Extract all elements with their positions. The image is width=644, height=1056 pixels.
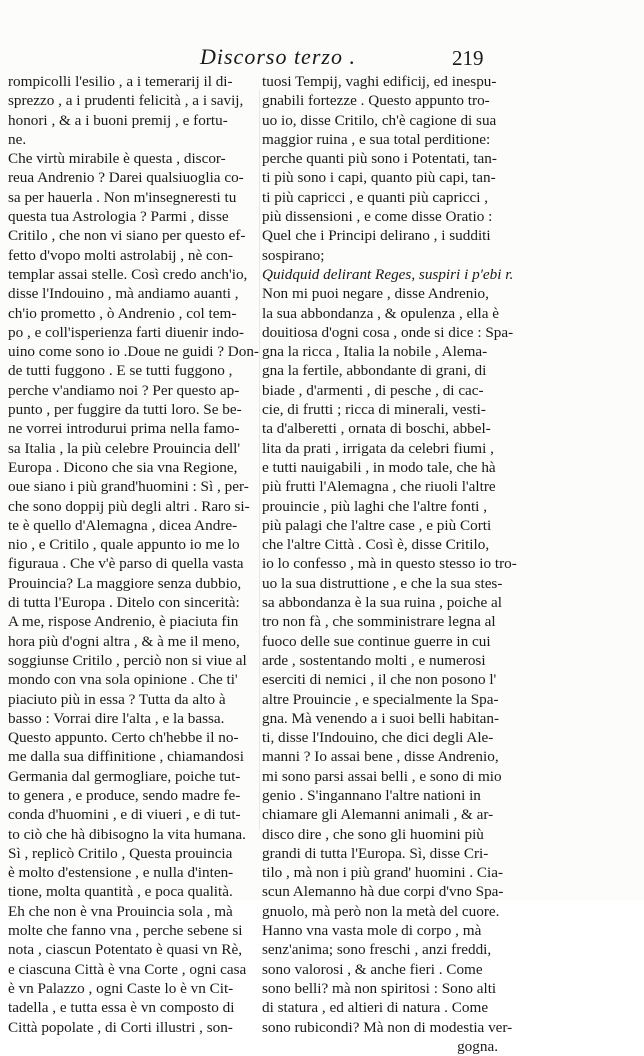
text-line: e tutti nauigabili , in modo tale, che hà bbox=[262, 458, 496, 476]
text-line: douitiosa d'ogni cosa , onde si dice : Spa- bbox=[262, 323, 514, 341]
page-header bbox=[0, 44, 644, 74]
text-line: è molto d'estensione , e nulla d'inten- bbox=[8, 864, 234, 882]
text-line: sa abbondanza è la sua ruina , poiche al bbox=[262, 594, 502, 612]
text-line: fuoco delle sue continue guerre in cui bbox=[262, 632, 491, 650]
text-line: genio . S'ingannano l'altre nationi in bbox=[262, 786, 481, 804]
text-line: arde , sostentando molti , e numerosi bbox=[262, 651, 486, 669]
text-line: te è quello d'Alemagna , dicea Andre- bbox=[8, 516, 238, 534]
text-line: nio , e Critilo , quale appunto io me lo bbox=[8, 536, 240, 554]
text-line: manni ? Io assai bene , disse Andrenio, bbox=[262, 748, 499, 766]
left-column bbox=[8, 72, 258, 1037]
text-line: sospirano; bbox=[262, 246, 325, 264]
text-line: punto , per fuggire da tutti loro. Se be- bbox=[8, 401, 242, 419]
text-line: di tutta l'Europa . Ditelo con sincerità: bbox=[8, 594, 240, 612]
text-line: senz'anima; sono freschi , anzi freddi, bbox=[262, 941, 492, 959]
column-gutter bbox=[259, 90, 260, 830]
text-line: lita da prati , irrigata da celebri fiumi , bbox=[262, 439, 494, 457]
text-line: sa per hauerla . Non m'insegneresti tu bbox=[8, 188, 237, 206]
text-line: A me, rispose Andrenio, è piaciuta fin bbox=[8, 613, 239, 631]
text-line: uino come sono io .Doue ne guidi ? Don- bbox=[8, 343, 259, 361]
text-line: sono valorosi , & anche fieri . Come bbox=[262, 960, 483, 978]
text-line: tione, molta quantità , e poca qualità. bbox=[8, 883, 233, 901]
text-line: Quel che i Principi delirano , i sudditi bbox=[262, 227, 491, 245]
text-line: gnabili fortezze . Questo appunto tro- bbox=[262, 92, 490, 110]
text-line: Non mi puoi negare , disse Andrenio, bbox=[262, 285, 489, 303]
text-line: Germania dal germogliare, poiche tut- bbox=[8, 767, 241, 785]
text-line: Eh che non è vna Prouincia sola , mà bbox=[8, 902, 233, 920]
text-line: tilo , mà non i più grand' huomini . Cia- bbox=[262, 864, 504, 882]
text-line: grandi di tutta l'Europa. Sì, disse Cri- bbox=[262, 844, 489, 862]
text-line: ta d'alberetti , ornata di boschi, abbel- bbox=[262, 420, 491, 438]
text-line: tuosi Tempij, vaghi edificij, ed inespu- bbox=[262, 73, 497, 90]
right-column bbox=[262, 72, 517, 1056]
text-line: Quidquid delirant Reges, suspiri i p'ebi r. bbox=[262, 265, 514, 283]
text-line: reua Andrenio ? Darei qualsiuoglia co- bbox=[8, 169, 244, 187]
text-line: gogna. bbox=[457, 1037, 498, 1055]
text-line: chiamare gli Alemanni animali , & ar- bbox=[262, 806, 494, 824]
text-line: Europa . Dicono che sia vna Regione, bbox=[8, 458, 238, 476]
text-line: Che virtù mirabile è questa , discor- bbox=[8, 150, 226, 168]
text-line: più palagi che l'altre case , e più Corti bbox=[262, 516, 492, 534]
text-line: rompicolli l'esilio , a i temerarij il di- bbox=[8, 73, 233, 90]
text-line: me dalla sua diffinitione , chiamandosi bbox=[8, 748, 244, 766]
text-line: uo io, disse Critilo, ch'è cagione di sua bbox=[262, 111, 497, 129]
text-line: Città popolate , di Corti illustri , son- bbox=[8, 1018, 233, 1036]
text-line: scun Alemanno hà due corpi d'vno Spa- bbox=[262, 883, 504, 901]
text-line: uo la sua distruttione , e che la sua stes- bbox=[262, 574, 503, 592]
text-line: nota , ciascun Potentato è quasi vn Rè, bbox=[8, 941, 243, 959]
page-number: 219 bbox=[452, 46, 484, 70]
text-line: disco dire , che sono gli huomini più bbox=[262, 825, 484, 843]
text-line: più frutti l'Alemagna , che riuoli l'altre bbox=[262, 478, 496, 496]
text-line: questa tua Astrologia ? Parmi , disse bbox=[8, 208, 229, 226]
text-line: ti più sono i capi, quanto più capi, tan- bbox=[262, 169, 496, 187]
text-line: Questo appunto. Certo ch'hebbe il no- bbox=[8, 729, 239, 747]
text-line: ti più capricci , e quanti più capricci , bbox=[262, 188, 489, 206]
text-line: io lo confesso , mà in questo stesso io tro- bbox=[262, 555, 517, 573]
text-line: gna la fertile, abbondante di grani, di bbox=[262, 362, 487, 380]
running-head: Discorso terzo . bbox=[200, 44, 356, 69]
text-line: gna la ricca , Italia la nobile , Alema- bbox=[262, 343, 488, 361]
text-line: prouincie , più laghi che l'altre fonti , bbox=[262, 497, 487, 515]
text-line: soggiunse Critilo , perciò non si viue al bbox=[8, 651, 247, 669]
text-line: sprezzo , a i prudenti felicità , a i savij, bbox=[8, 92, 244, 110]
text-line: gnuolo, mà però non la metà del cuore. bbox=[262, 902, 500, 920]
text-line: fetto d'vopo molti astrolabij , nè con- bbox=[8, 246, 234, 264]
text-line: molte che fanno vna , perche sebene si bbox=[8, 922, 243, 940]
text-line: più dissensioni , e come disse Oratio : bbox=[262, 208, 493, 226]
text-line: e ciascuna Città è vna Corte , ogni casa bbox=[8, 960, 247, 978]
text-line: po , e coll'isperienza farti diuenir indo- bbox=[8, 323, 244, 341]
text-line: sono rubicondi? Mà non di modestia ver- bbox=[262, 1018, 513, 1036]
text-line: perche v'andiamo noi ? Per questo ap- bbox=[8, 381, 240, 399]
text-line: perche quanti più sono i Potentati, tan- bbox=[262, 150, 497, 168]
text-line: to ciò che hà dibisogno la vita humana. bbox=[8, 825, 246, 843]
text-line: Sì , replicò Critilo , Questa prouincia bbox=[8, 844, 233, 862]
text-line: de tutti fuggono . E se tutti fuggono , bbox=[8, 362, 233, 380]
text-line: basso : Vorrai dire l'alta , e la bassa. bbox=[8, 709, 225, 727]
text-line: oue siano i più grand'huomini : Sì , per- bbox=[8, 478, 249, 496]
text-line: templar assai stelle. Così credo anch'io, bbox=[8, 265, 248, 283]
text-line: to genera , e produce, sendo madre fe- bbox=[8, 786, 241, 804]
text-line: figuraua . Che v'è parso di quella vasta bbox=[8, 555, 244, 573]
text-line: che sono doppij più degli altri . Raro si- bbox=[8, 497, 250, 515]
text-line: cie, di frutti ; ricca di minerali, vesti- bbox=[262, 401, 486, 419]
text-line: la sua abbondanza , & opulenza , ella è bbox=[262, 304, 499, 322]
text-line: ch'io prometto , ò Andrenio , col tem- bbox=[8, 304, 237, 322]
text-line: sa Italia , la più celebre Prouincia dell' bbox=[8, 439, 241, 457]
text-line: ne vorrei introdurui prima nella famo- bbox=[8, 420, 240, 438]
text-line: che l'altre Città . Così è, disse Critilo, bbox=[262, 536, 490, 554]
text-line: tadella , e tutta essa è vn composto di bbox=[8, 999, 235, 1017]
text-line: è vn Palazzo , ogni Caste lo è vn Cit- bbox=[8, 979, 234, 997]
text-line: altre Prouincie , e specialmente la Spa- bbox=[262, 690, 499, 708]
text-line: di statura , ed altieri di natura . Come bbox=[262, 999, 489, 1017]
text-line: tro non fà , che somministrare legna al bbox=[262, 613, 496, 631]
text-line: maggior ruina , e sua total perditione: bbox=[262, 130, 491, 148]
text-line: mondo con vna sola opinione . Che ti' bbox=[8, 671, 238, 689]
text-line: gna. Mà venendo a i suoi belli habitan- bbox=[262, 709, 500, 727]
text-line: sono belli? mà non spiritosi : Sono alti bbox=[262, 979, 497, 997]
text-line: hora più d'ogni altra , & à me il meno, bbox=[8, 632, 240, 650]
text-line: piaciuto più in essa ? Tutta da alto à bbox=[8, 690, 226, 708]
text-line: Hanno vna vasta mole di corpo , mà bbox=[262, 922, 482, 940]
text-line: Prouincia? La maggiore senza dubbio, bbox=[8, 574, 242, 592]
text-line: disse l'Indouino , mà andiamo auanti , bbox=[8, 285, 239, 303]
text-line: Critilo , che non vi siano per questo ef- bbox=[8, 227, 246, 245]
text-line: ne. bbox=[8, 130, 27, 148]
text-line: ti, disse l'Indouino, che dici degli Ale- bbox=[262, 729, 494, 747]
text-line: biade , d'armenti , di pesche , di cac- bbox=[262, 381, 484, 399]
text-line: mi sono parsi assai belli , e sono di mio bbox=[262, 767, 502, 785]
text-line: eserciti di nemici , il che non posono l' bbox=[262, 671, 497, 689]
text-line: conda d'huomini , e di viueri , e di tut- bbox=[8, 806, 241, 824]
text-line: honori , & a i buoni premij , e fortu- bbox=[8, 111, 228, 129]
